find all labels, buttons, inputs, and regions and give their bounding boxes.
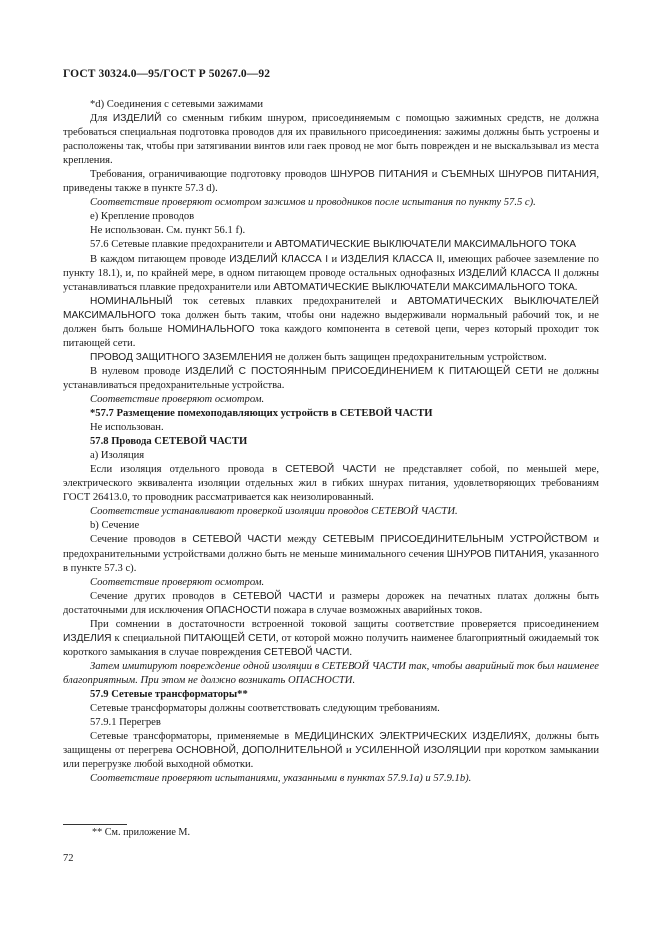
paragraph: В нулевом проводе ИЗДЕЛИЙ С ПОСТОЯННЫМ ПРИСОЕДИНЕНИЕМ К ПИТАЮЩЕЙ СЕТИ не должны устанавливаться предохранительные устройства. <box>63 365 600 391</box>
paragraph: При сомнении в достаточности встроенной токовой защиты соответствие проверяется присоединением ИЗДЕЛИЯ к специальной ПИТАЮЩЕЙ СЕТИ, от которой можно получить наименее благоприятный ожидаемый ток короткого замыкания в случае повреждения СЕТЕВОЙ ЧАСТИ. <box>63 618 599 658</box>
footnote: ** См. приложение М. <box>92 827 190 838</box>
compliance-note: Соответствие проверяют осмотром зажимов и проводников после испытания по пункту 57.5 с). <box>90 197 536 209</box>
subsection-heading: 57.9.1 Перегрев <box>90 717 161 729</box>
subsection-heading: е) Крепление проводов <box>90 211 195 223</box>
compliance-note: Соответствие устанавливают проверкой изоляции проводов СЕТЕВОЙ ЧАСТИ. <box>90 506 458 518</box>
paragraph: ПРОВОД ЗАЩИТНОГО ЗАЗЕМЛЕНИЯ не должен быть защищен предохранительным устройством. <box>90 351 547 363</box>
paragraph: Не использован. <box>90 422 164 434</box>
compliance-note: Соответствие проверяют осмотром. <box>90 393 265 405</box>
paragraph: Требования, ограничивающие подготовку проводов ШНУРОВ ПИТАНИЯ и СЪЕМНЫХ ШНУРОВ ПИТАНИЯ, приведены также в пункте 57.3 d). <box>63 169 599 195</box>
section-heading: 57.6 Сетевые плавкие предохранители и АВТОМАТИЧЕСКИЕ ВЫКЛЮЧАТЕЛИ МАКСИМАЛЬНОГО ТОКА <box>90 239 577 251</box>
paragraph: Не использован. См. пункт 56.1 f). <box>90 225 246 237</box>
paragraph: НОМИНАЛЬНЫЙ ток сетевых плавких предохранителей и АВТОМАТИЧЕСКИХ ВЫКЛЮЧАТЕЛЕЙ МАКСИМАЛЬНОГО тока должен быть таким, чтобы они надежно выдерживали нормальный рабочий ток, и не должен быть больше НОМИНАЛЬНОГО тока каждого компонента в сетевой цепи, через который проходит ток питающей сети. <box>63 295 600 349</box>
subsection-heading: b) Сечение <box>90 520 140 532</box>
compliance-note: Соответствие проверяют осмотром. <box>90 576 265 588</box>
paragraph: Для ИЗДЕЛИЙ со сменным гибким шнуром, присоединяемым с помощью зажимных средств, не должна требоваться специальная подготовка проводов для их правильного присоединения: зажимы должны быть устроены и расположены так, чтобы при затягивании винтов или гаек провод не мог быть поврежден и не выскальзывал из места крепления. <box>63 113 599 167</box>
body-text <box>63 98 599 786</box>
section-heading: *57.7 Размещение помехоподавляющих устройств в СЕТЕВОЙ ЧАСТИ <box>90 408 433 420</box>
paragraph: Сетевые трансформаторы должны соответствовать следующим требованиям. <box>90 703 440 715</box>
section-heading: 57.8 Провода СЕТЕВОЙ ЧАСТИ <box>90 436 248 448</box>
paragraph: Сечение других проводов в СЕТЕВОЙ ЧАСТИ и размеры дорожек на печатных платах должны быть достаточными для исключения ОПАСНОСТИ пожара в случае возможных аварийных токов. <box>63 590 599 616</box>
section-heading: 57.9 Сетевые трансформаторы** <box>90 688 248 700</box>
paragraph: Если изоляция отдельного провода в СЕТЕВОЙ ЧАСТИ не представляет собой, по меньшей мере, электрического эквивалента изоляции отдельных жил в гибких шнурах питания, удовлетворяющих требованиям ГОСТ 26413.0, то проводник рассматривается как неизолированный. <box>63 464 600 504</box>
compliance-note: Затем имитируют повреждение одной изоляции в СЕТЕВОЙ ЧАСТИ так, чтобы аварийный ток был наименее благоприятным. При этом не должно возникать ОПАСНОСТИ. <box>63 660 600 686</box>
paragraph: Сетевые трансформаторы, применяемые в МЕДИЦИНСКИХ ЭЛЕКТРИЧЕСКИХ ИЗДЕЛИЯХ, должны быть защищены от перегрева ОСНОВНОЙ, ДОПОЛНИТЕЛЬНОЙ и УСИЛЕННОЙ ИЗОЛЯЦИИ при коротком замыкании или перегрузке любой выходной обмотки. <box>63 731 600 771</box>
page-header: ГОСТ 30324.0—95/ГОСТ Р 50267.0—92 <box>63 68 271 80</box>
compliance-note: Соответствие проверяют испытаниями, указанными в пунктах 57.9.1а) и 57.9.1b). <box>90 773 472 785</box>
paragraph: Сечение проводов в СЕТЕВОЙ ЧАСТИ между СЕТЕВЫМ ПРИСОЕДИНИТЕЛЬНЫМ УСТРОЙСТВОМ и предохранительными устройствами должно быть не меньше минимального сечения ШНУРОВ ПИТАНИЯ, указанного в пункте 57.3 с). <box>63 534 599 574</box>
paragraph: В каждом питающем проводе ИЗДЕЛИЙ КЛАССА I и ИЗДЕЛИЯ КЛАССА II, имеющих рабочее заземление по пункту 18.1), и, по крайней мере, в одном питающем проводе остальных однофазных ИЗДЕЛИЙ КЛАССА II должны устанавливаться плавкие предохранители или АВТОМАТИЧЕСКИЕ ВЫКЛЮЧАТЕЛИ МАКСИМАЛЬНОГО ТОКА. <box>63 253 599 293</box>
footnote-divider <box>63 824 127 825</box>
subsection-heading: а) Изоляция <box>90 450 145 462</box>
page-number: 72 <box>63 853 74 864</box>
paragraph: *d) Соединения с сетевыми зажимами <box>90 99 264 110</box>
